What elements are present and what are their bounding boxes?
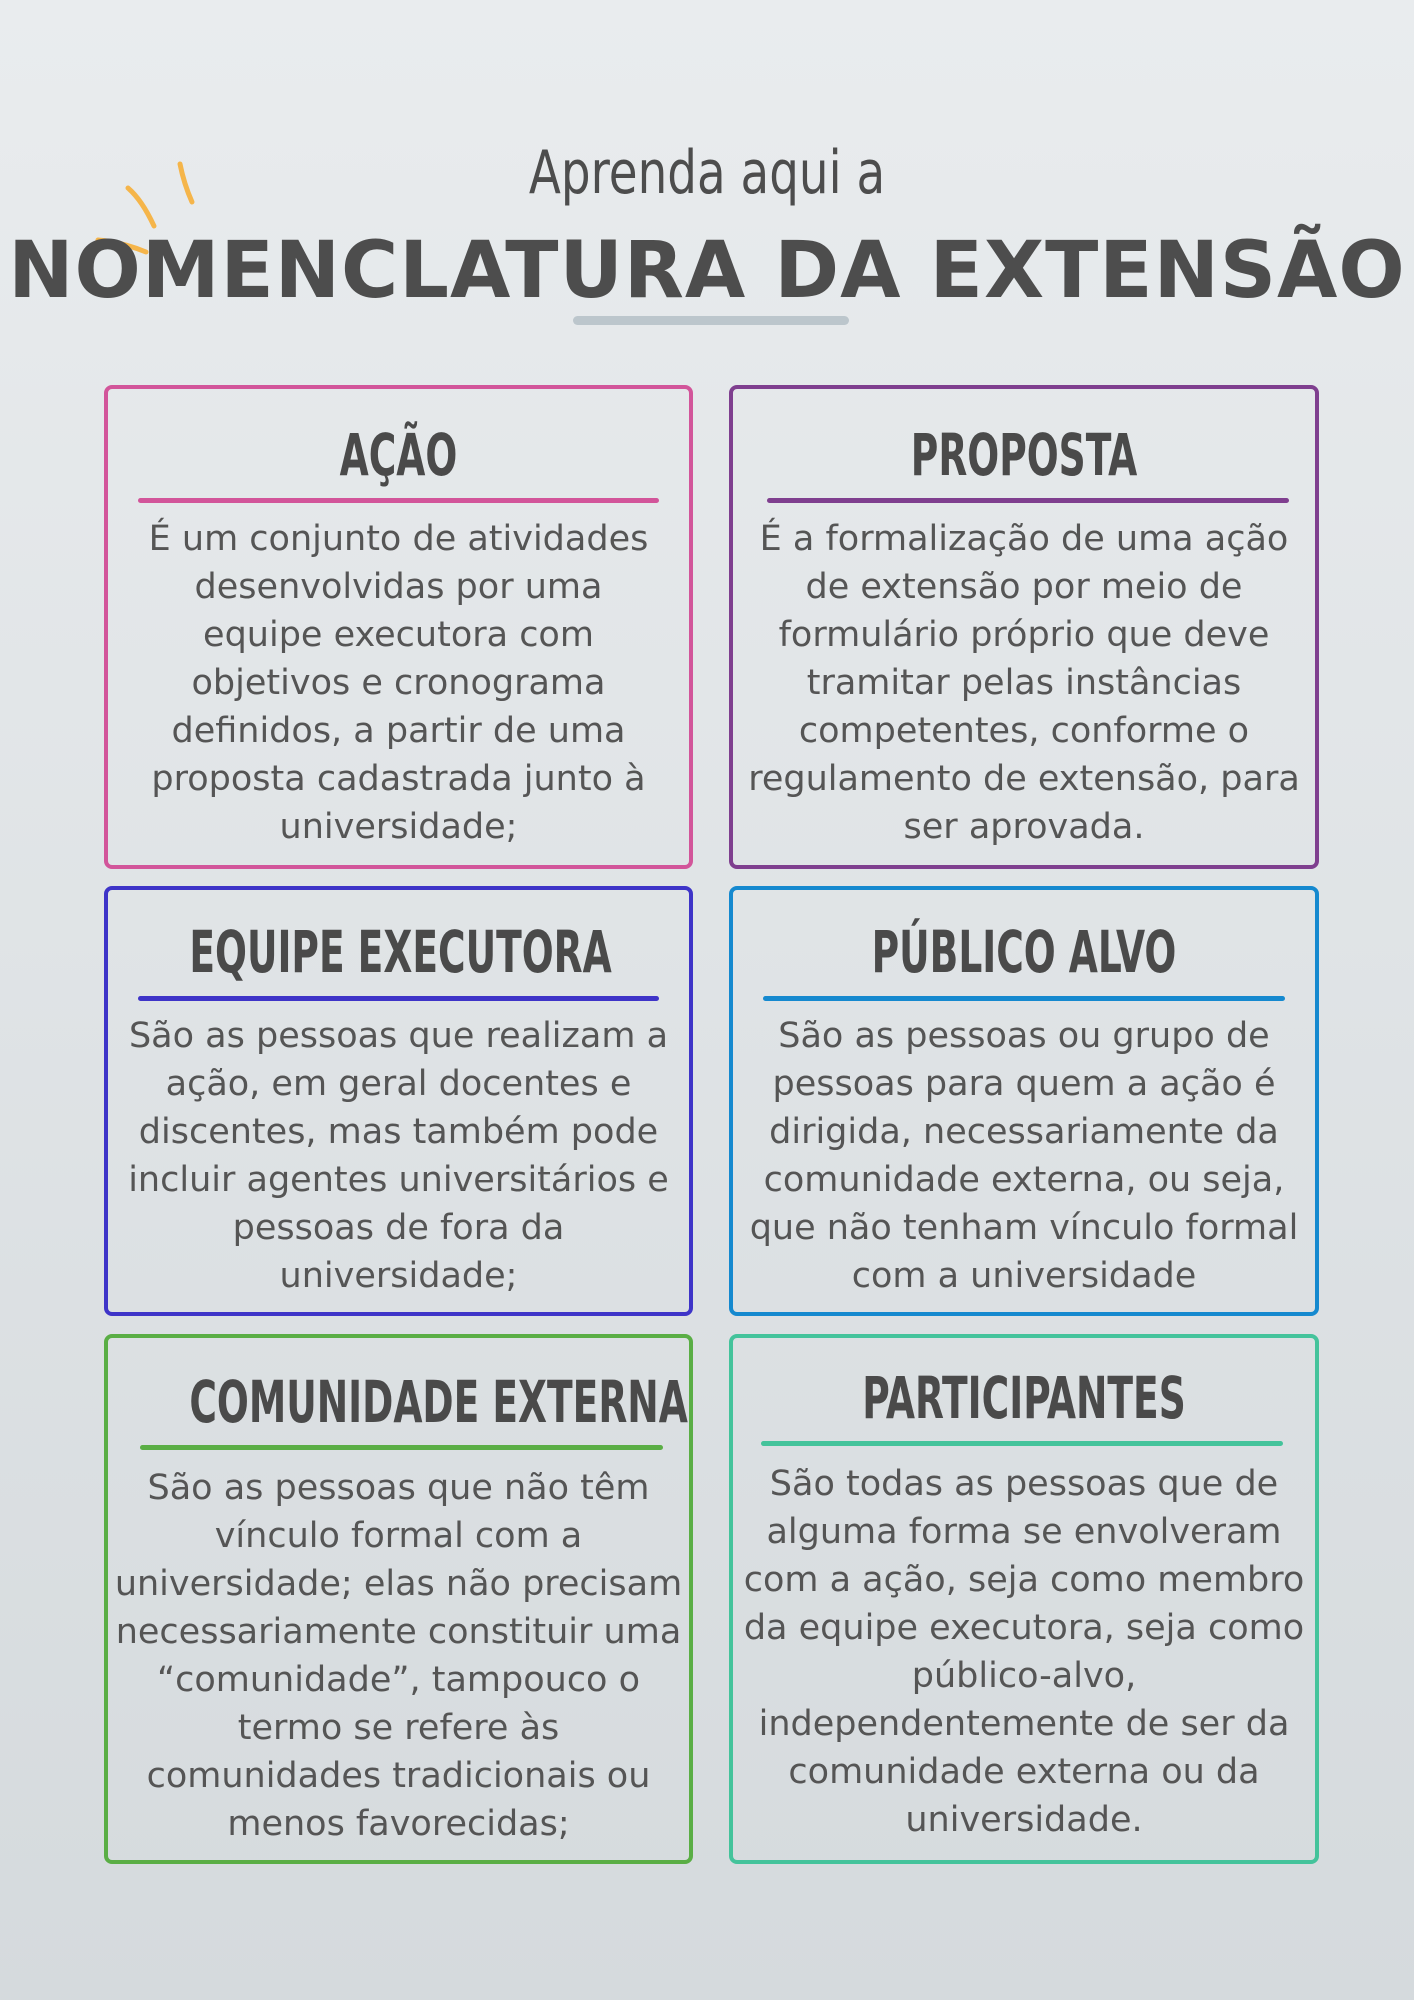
title-underline [573, 316, 849, 325]
card-comunidade-externa [104, 1334, 693, 1864]
card-description: É um conjunto de atividades desenvolvidas por uma equipe executora com objetivos e cronograma definidos, a partir de uma proposta cadastrada junto à universidade; [148, 519, 649, 847]
card-description: São as pessoas ou grupo de pessoas para quem a ação é dirigida, necessariamente da comunidade externa, ou seja, que não tenham vínculo formal com a universidade [749, 1016, 1299, 1296]
card-divider [763, 996, 1285, 1001]
card-title: EQUIPE EXECUTORA [189, 918, 612, 986]
card-title: COMUNIDADE EXTERNA [189, 1368, 688, 1436]
card-participantes [729, 1334, 1319, 1864]
card-divider [140, 1445, 663, 1450]
header [0, 0, 1414, 340]
card-acao [104, 385, 693, 869]
card-divider [138, 996, 659, 1001]
card-description: São as pessoas que não têm vínculo formal com a universidade; elas não precisam necessariamente constituir uma “comunidade”, tampouco o termo se refere às comunidades tradicionais ou menos favorecidas; [114, 1468, 683, 1844]
card-title: PROPOSTA [910, 421, 1138, 489]
card-description: São as pessoas que realizam a ação, em geral docentes e discentes, mas também pode incluir agentes universitários e pessoas de fora da universidade; [128, 1016, 669, 1296]
card-equipe-executora [104, 886, 693, 1316]
page-title: NOMENCLATURA DA EXTENSÃO [8, 226, 1406, 316]
card-title: PÚBLICO ALVO [871, 918, 1177, 986]
card-publico-alvo [729, 886, 1319, 1316]
card-description: São todas as pessoas que de alguma forma se envolveram com a ação, seja como membro da equipe executora, seja como público-alvo, independentemente de ser da comunidade externa ou da universidade. [743, 1464, 1305, 1840]
card-title: PARTICIPANTES [862, 1364, 1186, 1432]
card-proposta [729, 385, 1319, 869]
card-description: É a formalização de uma ação de extensão por meio de formulário próprio que deve tramitar pelas instâncias competentes, conforme o regulamento de extensão, para ser aprovada. [748, 519, 1300, 847]
card-divider [767, 498, 1289, 503]
card-divider [761, 1441, 1283, 1446]
card-divider [138, 498, 659, 503]
page-subtitle: Aprenda aqui a [528, 138, 886, 208]
card-title: AÇÃO [339, 421, 458, 489]
